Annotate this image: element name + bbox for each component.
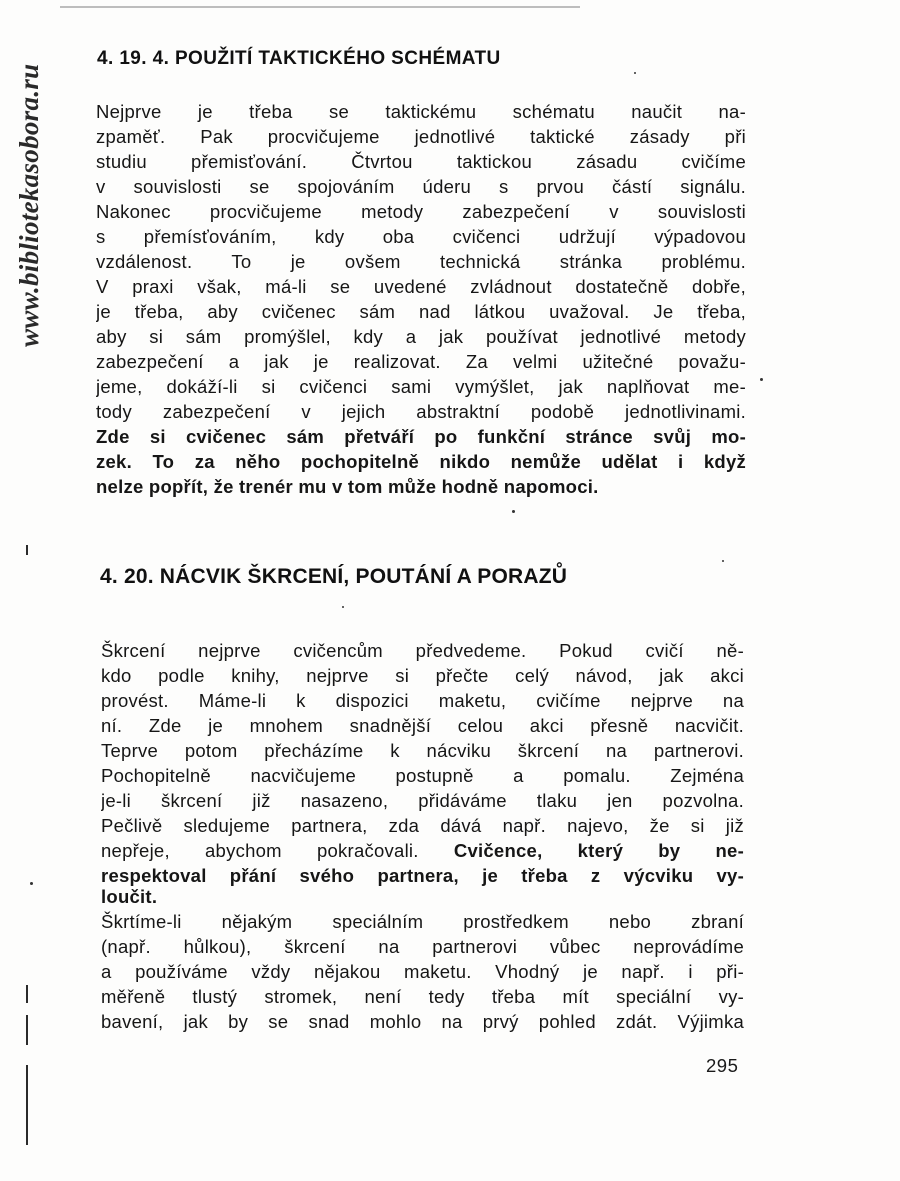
paragraph-line: aby si sám promýšlel, kdy a jak používat jednotlivé metody (96, 326, 746, 347)
paragraph-line: V praxi však, má-li se uvedené zvládnout dostatečně dobře, (96, 276, 746, 297)
paragraph-line: měřeně tlustý stromek, není tedy třeba mít speciální vy- (101, 986, 744, 1007)
paragraph-line: provést. Máme-li k dispozici maketu, cvičíme nejprve na (101, 690, 744, 711)
paragraph-line: zabezpečení a jak je realizovat. Za velmi užitečné považu- (96, 351, 746, 372)
paragraph-line: v souvislosti se spojováním úderu s prvou částí signálu. (96, 176, 746, 197)
paragraph-line: tody zabezpečení v jejich abstraktní podobě jednotlivinami. (96, 401, 746, 422)
paragraph-line: Nejprve je třeba se taktickému schématu naučit na- (96, 101, 746, 122)
paragraph-line: kdo podle knihy, nejprve si přečte celý návod, jak akci (101, 665, 744, 686)
paragraph-line: nelze popřít, že trenér mu v tom může hodně napomoci. (96, 476, 599, 497)
paragraph-line: studiu přemisťování. Čtvrtou taktickou zásadu cvičíme (96, 151, 746, 172)
paragraph-line: Pochopitelně nacvičujeme postupně a pomalu. Zejména (101, 765, 744, 786)
paragraph-line: (např. hůlkou), škrcení na partnerovi vůbec neprovádíme (101, 936, 744, 957)
paragraph-line: ní. Zde je mnohem snadnější celou akci přesně nacvičit. (101, 715, 744, 736)
scan-speck (30, 882, 33, 885)
scan-speck (512, 510, 515, 513)
top-scan-edge (60, 6, 580, 8)
binding-edge-mark (26, 545, 28, 555)
paragraph-line: s přemísťováním, kdy oba cvičenci udržují výpadovou (96, 226, 746, 247)
section-heading-4-20: 4. 20. NÁCVIK ŠKRCENÍ, POUTÁNÍ A PORAZŮ (100, 565, 568, 588)
scan-speck (342, 606, 344, 608)
section-heading-4-19-4: 4. 19. 4. POUŽITÍ TAKTICKÉHO SCHÉMATU (97, 48, 501, 69)
paragraph-line: a používáme vždy nějakou maketu. Vhodný je např. i při- (101, 961, 744, 982)
scan-speck (634, 72, 636, 74)
binding-edge-mark (26, 985, 28, 1003)
emphasis-text: Cvičence, který by ne- (453, 840, 744, 861)
watermark-url: www.bibliotekasobora.ru (14, 63, 44, 347)
binding-edge-mark (26, 1015, 28, 1045)
paragraph-line: jeme, dokáží-li si cvičenci sami vymýšlet, jak naplňovat me- (96, 376, 746, 397)
paragraph-line: Teprve potom přecházíme k nácviku škrcení na partnerovi. (101, 740, 744, 761)
paragraph-line: je třeba, aby cvičenec sám nad látkou uvažoval. Je třeba, (96, 301, 746, 322)
paragraph-line: Pečlivě sledujeme partnera, zda dává např. najevo, že si již (101, 815, 744, 836)
binding-edge-mark (26, 1065, 28, 1145)
paragraph-line: je-li škrcení již nasazeno, přidáváme tlaku jen pozvolna. (101, 790, 744, 811)
paragraph-line: Škrcení nejprve cvičencům předvedeme. Pokud cvičí ně- (101, 640, 744, 661)
emphasis-line: respektoval přání svého partnera, je třeba z výcviku vy- (101, 865, 744, 886)
emphasis-line: loučit. (101, 886, 158, 907)
paragraph-line: zpaměť. Pak procvičujeme jednotlivé taktické zásady při (96, 126, 746, 147)
paragraph-line: bavení, jak by se snad mohlo na prvý pohled zdát. Výjimka (101, 1011, 744, 1032)
paragraph-line: Zde si cvičenec sám přetváří po funkční stránce svůj mo- (96, 426, 746, 447)
paragraph-line-mixed (101, 838, 744, 863)
paragraph-line: Škrtíme-li nějakým speciálním prostředkem nebo zbraní (101, 911, 744, 932)
paragraph-line: zek. To za něho pochopitelně nikdo nemůže udělat i když (96, 451, 746, 472)
plain-text: nepřeje, abychom pokračovali. (101, 840, 419, 861)
scan-speck (722, 560, 724, 562)
page-number: 295 (706, 1055, 739, 1076)
paragraph-line: vzdálenost. To je ovšem technická stránka problému. (96, 251, 746, 272)
paragraph-line: Nakonec procvičujeme metody zabezpečení v souvislosti (96, 201, 746, 222)
scan-speck (760, 378, 763, 381)
